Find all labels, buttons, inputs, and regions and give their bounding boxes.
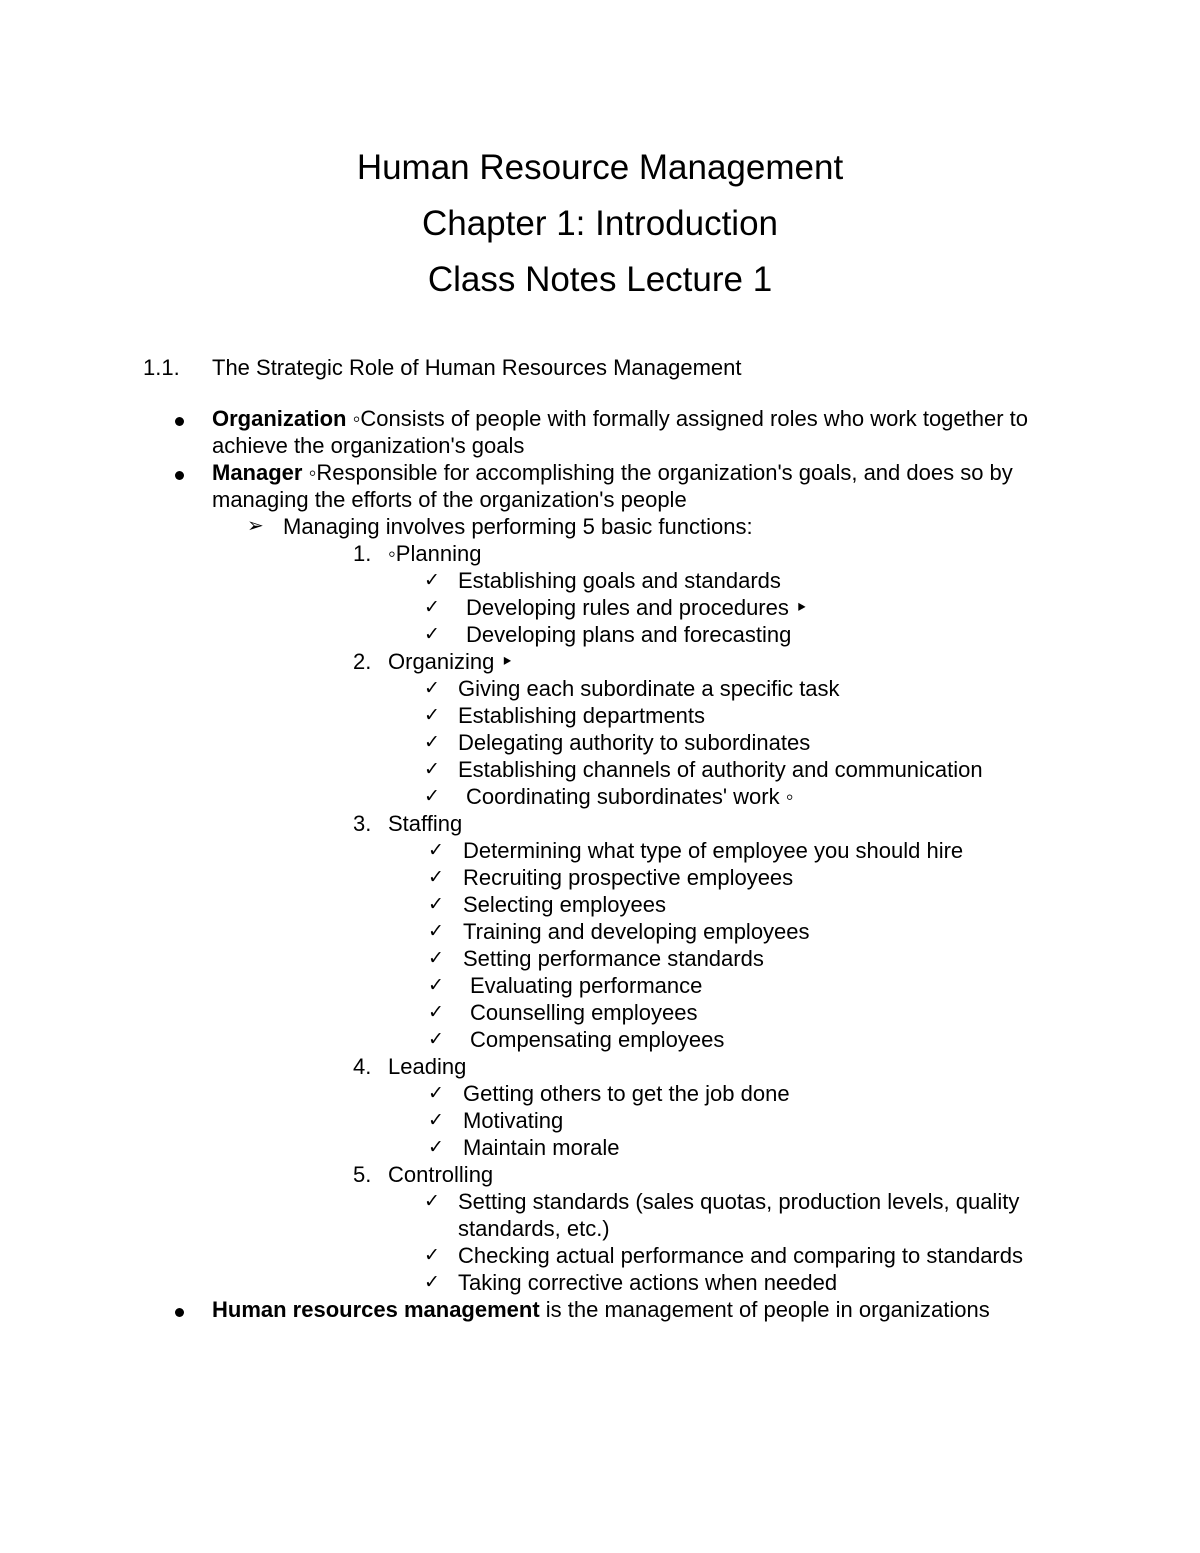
bullet-term: Manager xyxy=(212,460,303,485)
check-icon: ✓ xyxy=(428,1029,444,1050)
check-icon: ✓ xyxy=(428,1110,444,1131)
function-name: ◦Planning xyxy=(388,541,482,566)
check-item xyxy=(0,729,1200,756)
check-icon: ✓ xyxy=(424,759,440,780)
document-body xyxy=(0,353,1200,1323)
document-title-block xyxy=(0,140,1200,308)
bullet-term: Human resources management xyxy=(212,1297,540,1322)
check-item xyxy=(0,783,1200,810)
bullet-term: Organization xyxy=(212,406,347,431)
check-item xyxy=(0,621,1200,648)
bullet-dot-icon xyxy=(175,417,184,426)
check-icon: ✓ xyxy=(424,786,440,807)
check-item xyxy=(0,891,1200,918)
check-item-text: Selecting employees xyxy=(463,892,667,917)
check-item xyxy=(0,594,1200,621)
chapter-title: Chapter 1: Introduction xyxy=(421,204,779,243)
bullet-definition: ◦Consists of people with formally assigned roles who work together to achieve the organization's goals xyxy=(212,406,1029,458)
check-item-text: Compensating employees xyxy=(470,1027,725,1052)
check-item-text: Counselling employees xyxy=(470,1000,698,1025)
check-item-text: Maintain morale xyxy=(463,1135,620,1160)
function-name: Leading xyxy=(388,1054,467,1079)
managing-intro-text: Managing involves performing 5 basic functions: xyxy=(283,514,753,539)
check-item xyxy=(0,1269,1200,1296)
check-icon: ✓ xyxy=(424,597,440,618)
check-item-text: Developing plans and forecasting xyxy=(466,622,792,647)
function-name: Staffing xyxy=(388,811,463,836)
check-item xyxy=(0,675,1200,702)
function-organizing xyxy=(0,648,1200,675)
function-name: Organizing ‣ xyxy=(388,649,514,674)
check-item-text: Getting others to get the job done xyxy=(463,1081,790,1106)
arrow-bullet-icon: ➢ xyxy=(247,515,264,537)
check-icon: ✓ xyxy=(424,1272,440,1293)
check-item xyxy=(0,1134,1200,1161)
section-number: 1.1. xyxy=(143,355,180,380)
managing-intro xyxy=(0,513,1200,540)
check-item xyxy=(0,864,1200,891)
check-icon: ✓ xyxy=(424,570,440,591)
bullet-definition: ◦Responsible for accomplishing the organization's goals, and does so by managing the efforts of the organization's people xyxy=(212,460,1013,512)
bullet-dot-icon xyxy=(175,471,184,480)
check-item-text: Coordinating subordinates' work ◦ xyxy=(466,784,794,809)
lecture-title: Class Notes Lecture 1 xyxy=(427,260,773,299)
course-title: Human Resource Management xyxy=(356,148,844,187)
check-item-text: Setting standards (sales quotas, production levels, quality standards, etc.) xyxy=(458,1189,1020,1241)
bullet-list xyxy=(0,405,1200,1323)
function-leading xyxy=(0,1053,1200,1080)
check-item xyxy=(0,567,1200,594)
bullet-dot-icon xyxy=(175,1308,184,1317)
check-item xyxy=(0,972,1200,999)
check-item xyxy=(0,837,1200,864)
bullet-hrm xyxy=(0,1296,1200,1323)
bullet-organization xyxy=(0,405,1200,459)
bullet-manager xyxy=(0,459,1200,513)
check-item-text: Motivating xyxy=(463,1108,564,1133)
check-icon: ✓ xyxy=(428,1137,444,1158)
check-icon: ✓ xyxy=(428,867,444,888)
check-item xyxy=(0,1107,1200,1134)
check-item-text: Training and developing employees xyxy=(463,919,810,944)
check-item-text: Giving each subordinate a specific task xyxy=(458,676,840,701)
function-staffing xyxy=(0,810,1200,837)
check-icon: ✓ xyxy=(428,921,444,942)
check-icon: ✓ xyxy=(428,894,444,915)
check-item-text: Developing rules and procedures ‣ xyxy=(466,595,808,620)
check-item-text: Delegating authority to subordinates xyxy=(458,730,811,755)
function-number: 1. xyxy=(353,541,372,566)
check-icon: ✓ xyxy=(428,975,444,996)
check-icon: ✓ xyxy=(428,840,444,861)
check-item-text: Establishing channels of authority and communication xyxy=(458,757,983,782)
check-icon: ✓ xyxy=(424,732,440,753)
check-icon: ✓ xyxy=(424,624,440,645)
check-item-text: Recruiting prospective employees xyxy=(463,865,794,890)
check-item-text: Taking corrective actions when needed xyxy=(458,1270,838,1295)
function-controlling xyxy=(0,1161,1200,1188)
check-item xyxy=(0,999,1200,1026)
check-item xyxy=(0,1026,1200,1053)
check-icon: ✓ xyxy=(424,678,440,699)
check-item xyxy=(0,1242,1200,1269)
check-item xyxy=(0,918,1200,945)
check-item xyxy=(0,756,1200,783)
check-item-text: Establishing departments xyxy=(458,703,706,728)
function-number: 3. xyxy=(353,811,372,836)
check-icon: ✓ xyxy=(424,705,440,726)
function-planning xyxy=(0,540,1200,567)
function-number: 2. xyxy=(353,649,372,674)
function-number: 4. xyxy=(353,1054,372,1079)
check-icon: ✓ xyxy=(424,1191,440,1212)
bullet-definition: is the management of people in organizations xyxy=(539,1297,990,1322)
section-title: The Strategic Role of Human Resources Management xyxy=(212,355,742,380)
check-item xyxy=(0,1188,1200,1242)
check-icon: ✓ xyxy=(428,948,444,969)
section-heading xyxy=(0,353,1200,383)
function-name: Controlling xyxy=(388,1162,494,1187)
check-item-text: Evaluating performance xyxy=(470,973,703,998)
function-number: 5. xyxy=(353,1162,372,1187)
check-icon: ✓ xyxy=(428,1002,444,1023)
check-item xyxy=(0,945,1200,972)
check-item-text: Checking actual performance and comparing to standards xyxy=(458,1243,1023,1268)
check-icon: ✓ xyxy=(424,1245,440,1266)
check-item-text: Establishing goals and standards xyxy=(458,568,781,593)
check-item-text: Determining what type of employee you should hire xyxy=(463,838,964,863)
check-item xyxy=(0,1080,1200,1107)
check-icon: ✓ xyxy=(428,1083,444,1104)
check-item xyxy=(0,702,1200,729)
check-item-text: Setting performance standards xyxy=(463,946,764,971)
